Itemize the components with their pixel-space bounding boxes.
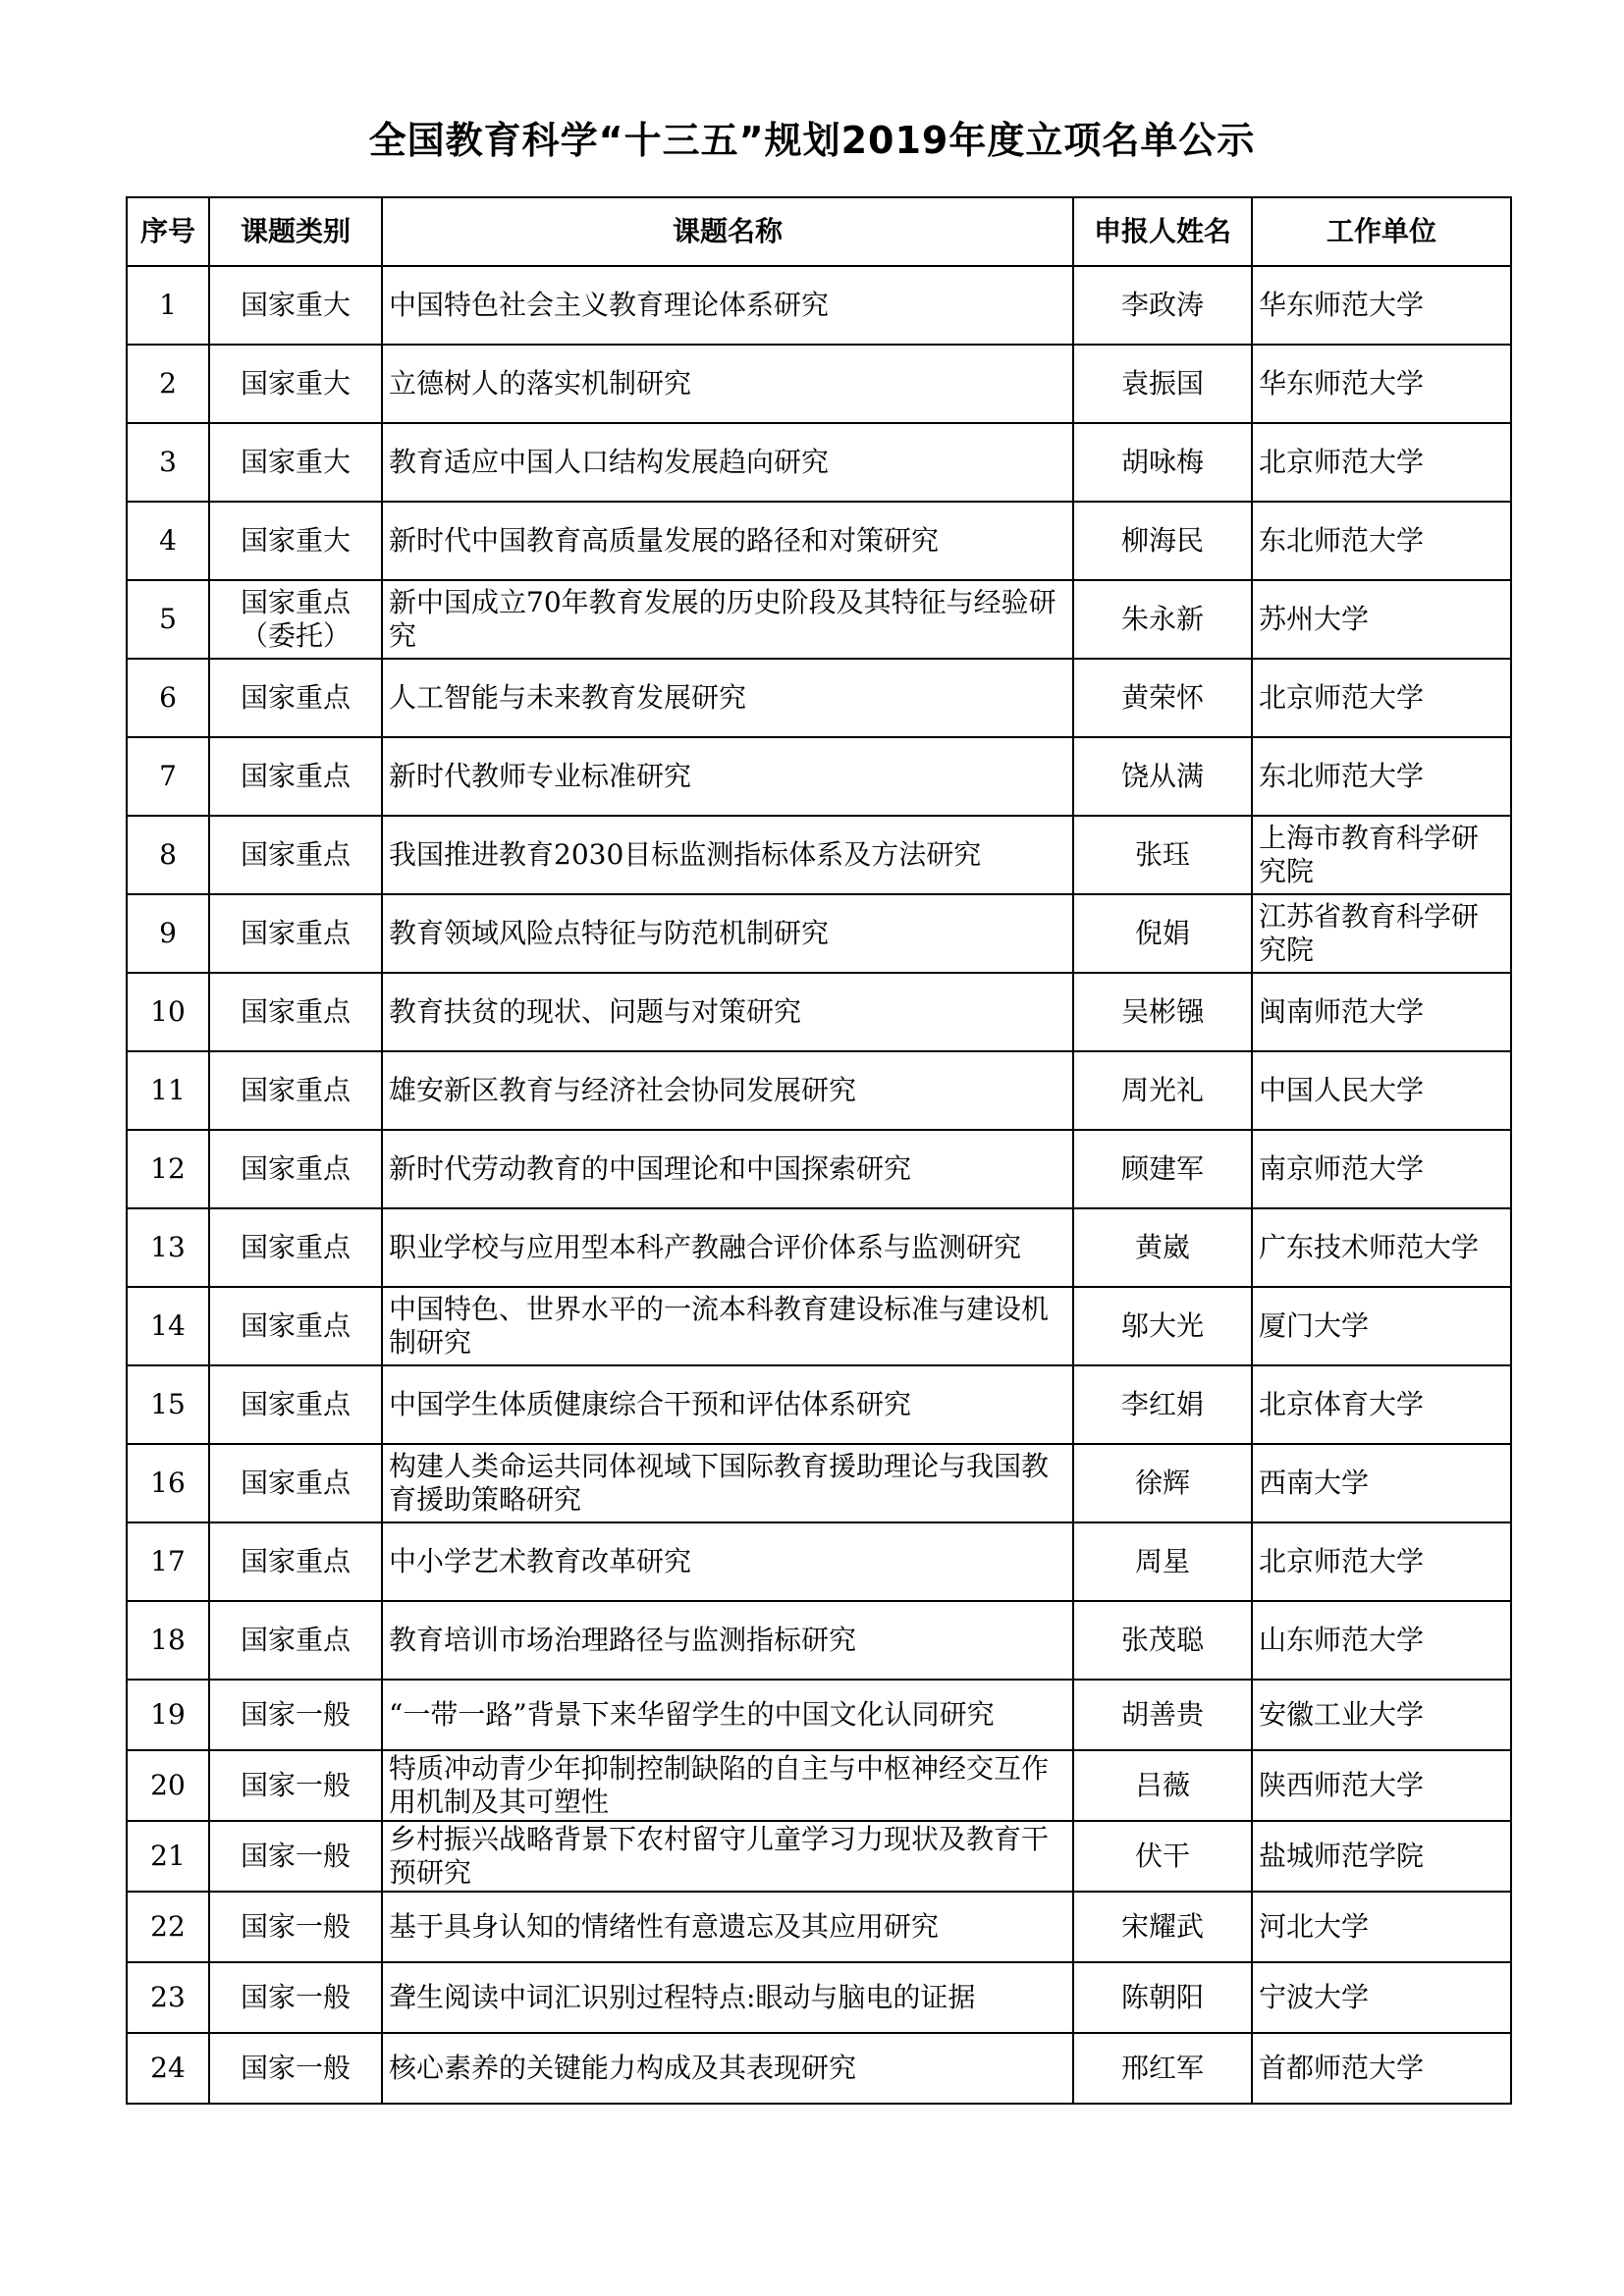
cell-applicant: 李红娟	[1073, 1365, 1252, 1444]
cell-no: 17	[127, 1522, 209, 1601]
cell-category: 国家重点	[209, 894, 382, 973]
cell-applicant: 邢红军	[1073, 2033, 1252, 2104]
header-unit: 工作单位	[1252, 197, 1511, 266]
table-row	[127, 737, 1511, 816]
table-row	[127, 1601, 1511, 1680]
cell-no: 20	[127, 1750, 209, 1821]
table-header-row	[127, 197, 1511, 266]
cell-topic: 中小学艺术教育改革研究	[382, 1522, 1073, 1601]
cell-unit: 上海市教育科学研究院	[1252, 816, 1511, 894]
cell-unit: 盐城师范学院	[1252, 1821, 1511, 1892]
cell-unit: 首都师范大学	[1252, 2033, 1511, 2104]
cell-unit: 华东师范大学	[1252, 345, 1511, 423]
cell-topic: 中国特色社会主义教育理论体系研究	[382, 266, 1073, 345]
table-row	[127, 580, 1511, 659]
cell-no: 23	[127, 1962, 209, 2033]
cell-applicant: 吴彬镪	[1073, 973, 1252, 1051]
cell-topic: 中国特色、世界水平的一流本科教育建设标准与建设机制研究	[382, 1287, 1073, 1365]
cell-no: 7	[127, 737, 209, 816]
cell-applicant: 吕薇	[1073, 1750, 1252, 1821]
table-row	[127, 1365, 1511, 1444]
cell-no: 24	[127, 2033, 209, 2104]
cell-applicant: 陈朝阳	[1073, 1962, 1252, 2033]
cell-unit: 陕西师范大学	[1252, 1750, 1511, 1821]
cell-applicant: 朱永新	[1073, 580, 1252, 659]
table-row	[127, 502, 1511, 580]
cell-applicant: 徐辉	[1073, 1444, 1252, 1522]
table-row	[127, 266, 1511, 345]
table-row	[127, 659, 1511, 737]
header-category: 课题类别	[209, 197, 382, 266]
cell-unit: 南京师范大学	[1252, 1130, 1511, 1208]
cell-applicant: 周光礼	[1073, 1051, 1252, 1130]
page-title: 全国教育科学“十三五”规划2019年度立项名单公示	[368, 119, 1256, 162]
cell-category: 国家重大	[209, 345, 382, 423]
cell-applicant: 邬大光	[1073, 1287, 1252, 1365]
cell-no: 11	[127, 1051, 209, 1130]
cell-topic: 乡村振兴战略背景下农村留守儿童学习力现状及教育干预研究	[382, 1821, 1073, 1892]
cell-topic: 职业学校与应用型本科产教融合评价体系与监测研究	[382, 1208, 1073, 1287]
table-row	[127, 894, 1511, 973]
table-row	[127, 1750, 1511, 1821]
cell-applicant: 倪娟	[1073, 894, 1252, 973]
cell-no: 2	[127, 345, 209, 423]
cell-applicant: 顾建军	[1073, 1130, 1252, 1208]
cell-applicant: 宋耀武	[1073, 1892, 1252, 1962]
cell-topic: 基于具身认知的情绪性有意遗忘及其应用研究	[382, 1892, 1073, 1962]
table-row	[127, 1130, 1511, 1208]
table-row	[127, 1522, 1511, 1601]
cell-topic: 构建人类命运共同体视域下国际教育援助理论与我国教育援助策略研究	[382, 1444, 1073, 1522]
cell-no: 19	[127, 1680, 209, 1750]
cell-category: 国家重点	[209, 1365, 382, 1444]
cell-category: 国家一般	[209, 1892, 382, 1962]
cell-category: 国家重大	[209, 502, 382, 580]
cell-applicant: 胡咏梅	[1073, 423, 1252, 502]
cell-category: 国家一般	[209, 2033, 382, 2104]
cell-topic: 人工智能与未来教育发展研究	[382, 659, 1073, 737]
cell-unit: 北京师范大学	[1252, 1522, 1511, 1601]
table-row	[127, 816, 1511, 894]
cell-category: 国家重大	[209, 423, 382, 502]
cell-unit: 江苏省教育科学研究院	[1252, 894, 1511, 973]
cell-topic: 教育培训市场治理路径与监测指标研究	[382, 1601, 1073, 1680]
header-applicant: 申报人姓名	[1073, 197, 1252, 266]
cell-unit: 山东师范大学	[1252, 1601, 1511, 1680]
cell-category: 国家重点	[209, 1051, 382, 1130]
cell-no: 8	[127, 816, 209, 894]
cell-applicant: 张珏	[1073, 816, 1252, 894]
cell-applicant: 周星	[1073, 1522, 1252, 1601]
cell-category: 国家重点（委托）	[209, 580, 382, 659]
table-row	[127, 973, 1511, 1051]
cell-topic: 教育适应中国人口结构发展趋向研究	[382, 423, 1073, 502]
cell-no: 6	[127, 659, 209, 737]
project-list-table	[126, 196, 1512, 2105]
table-row	[127, 1962, 1511, 2033]
cell-unit: 厦门大学	[1252, 1287, 1511, 1365]
table-row	[127, 2033, 1511, 2104]
cell-applicant: 饶从满	[1073, 737, 1252, 816]
cell-applicant: 张茂聪	[1073, 1601, 1252, 1680]
table-row	[127, 1444, 1511, 1522]
cell-applicant: 胡善贵	[1073, 1680, 1252, 1750]
cell-applicant: 黄荣怀	[1073, 659, 1252, 737]
cell-topic: 聋生阅读中词汇识别过程特点:眼动与脑电的证据	[382, 1962, 1073, 2033]
cell-unit: 华东师范大学	[1252, 266, 1511, 345]
cell-applicant: 袁振国	[1073, 345, 1252, 423]
table-row	[127, 1892, 1511, 1962]
cell-unit: 闽南师范大学	[1252, 973, 1511, 1051]
cell-no: 12	[127, 1130, 209, 1208]
cell-no: 13	[127, 1208, 209, 1287]
table-row	[127, 1821, 1511, 1892]
cell-topic: 新时代教师专业标准研究	[382, 737, 1073, 816]
cell-topic: 我国推进教育2030目标监测指标体系及方法研究	[382, 816, 1073, 894]
cell-category: 国家重点	[209, 737, 382, 816]
cell-no: 9	[127, 894, 209, 973]
cell-unit: 安徽工业大学	[1252, 1680, 1511, 1750]
cell-no: 3	[127, 423, 209, 502]
cell-category: 国家一般	[209, 1962, 382, 2033]
cell-category: 国家重点	[209, 1522, 382, 1601]
cell-applicant: 柳海民	[1073, 502, 1252, 580]
cell-unit: 东北师范大学	[1252, 502, 1511, 580]
cell-category: 国家一般	[209, 1821, 382, 1892]
cell-no: 1	[127, 266, 209, 345]
cell-topic: 新中国成立70年教育发展的历史阶段及其特征与经验研究	[382, 580, 1073, 659]
table-row	[127, 1208, 1511, 1287]
cell-unit: 河北大学	[1252, 1892, 1511, 1962]
cell-no: 21	[127, 1821, 209, 1892]
cell-applicant: 伏干	[1073, 1821, 1252, 1892]
cell-no: 5	[127, 580, 209, 659]
cell-category: 国家一般	[209, 1680, 382, 1750]
cell-unit: 宁波大学	[1252, 1962, 1511, 2033]
cell-no: 14	[127, 1287, 209, 1365]
cell-topic: 雄安新区教育与经济社会协同发展研究	[382, 1051, 1073, 1130]
cell-no: 15	[127, 1365, 209, 1444]
cell-no: 16	[127, 1444, 209, 1522]
cell-unit: 苏州大学	[1252, 580, 1511, 659]
cell-topic: 教育领域风险点特征与防范机制研究	[382, 894, 1073, 973]
cell-no: 22	[127, 1892, 209, 1962]
cell-category: 国家重点	[209, 659, 382, 737]
cell-category: 国家重点	[209, 973, 382, 1051]
cell-category: 国家重点	[209, 1444, 382, 1522]
cell-category: 国家重点	[209, 1130, 382, 1208]
cell-unit: 北京师范大学	[1252, 423, 1511, 502]
cell-no: 18	[127, 1601, 209, 1680]
table-row	[127, 1051, 1511, 1130]
cell-category: 国家重大	[209, 266, 382, 345]
cell-topic: 中国学生体质健康综合干预和评估体系研究	[382, 1365, 1073, 1444]
cell-unit: 中国人民大学	[1252, 1051, 1511, 1130]
table-row	[127, 423, 1511, 502]
cell-topic: 特质冲动青少年抑制控制缺陷的自主与中枢神经交互作用机制及其可塑性	[382, 1750, 1073, 1821]
cell-unit: 广东技术师范大学	[1252, 1208, 1511, 1287]
cell-applicant: 李政涛	[1073, 266, 1252, 345]
cell-unit: 北京体育大学	[1252, 1365, 1511, 1444]
cell-category: 国家重点	[209, 816, 382, 894]
header-no: 序号	[127, 197, 209, 266]
cell-category: 国家重点	[209, 1208, 382, 1287]
cell-topic: 新时代劳动教育的中国理论和中国探索研究	[382, 1130, 1073, 1208]
cell-topic: 教育扶贫的现状、问题与对策研究	[382, 973, 1073, 1051]
cell-topic: 新时代中国教育高质量发展的路径和对策研究	[382, 502, 1073, 580]
cell-topic: 核心素养的关键能力构成及其表现研究	[382, 2033, 1073, 2104]
cell-topic: “一带一路”背景下来华留学生的中国文化认同研究	[382, 1680, 1073, 1750]
table-row	[127, 345, 1511, 423]
cell-category: 国家重点	[209, 1601, 382, 1680]
cell-no: 4	[127, 502, 209, 580]
cell-applicant: 黄崴	[1073, 1208, 1252, 1287]
table-row	[127, 1680, 1511, 1750]
cell-unit: 北京师范大学	[1252, 659, 1511, 737]
cell-unit: 东北师范大学	[1252, 737, 1511, 816]
table-row	[127, 1287, 1511, 1365]
cell-category: 国家一般	[209, 1750, 382, 1821]
cell-no: 10	[127, 973, 209, 1051]
cell-topic: 立德树人的落实机制研究	[382, 345, 1073, 423]
header-topic: 课题名称	[382, 197, 1073, 266]
cell-unit: 西南大学	[1252, 1444, 1511, 1522]
cell-category: 国家重点	[209, 1287, 382, 1365]
